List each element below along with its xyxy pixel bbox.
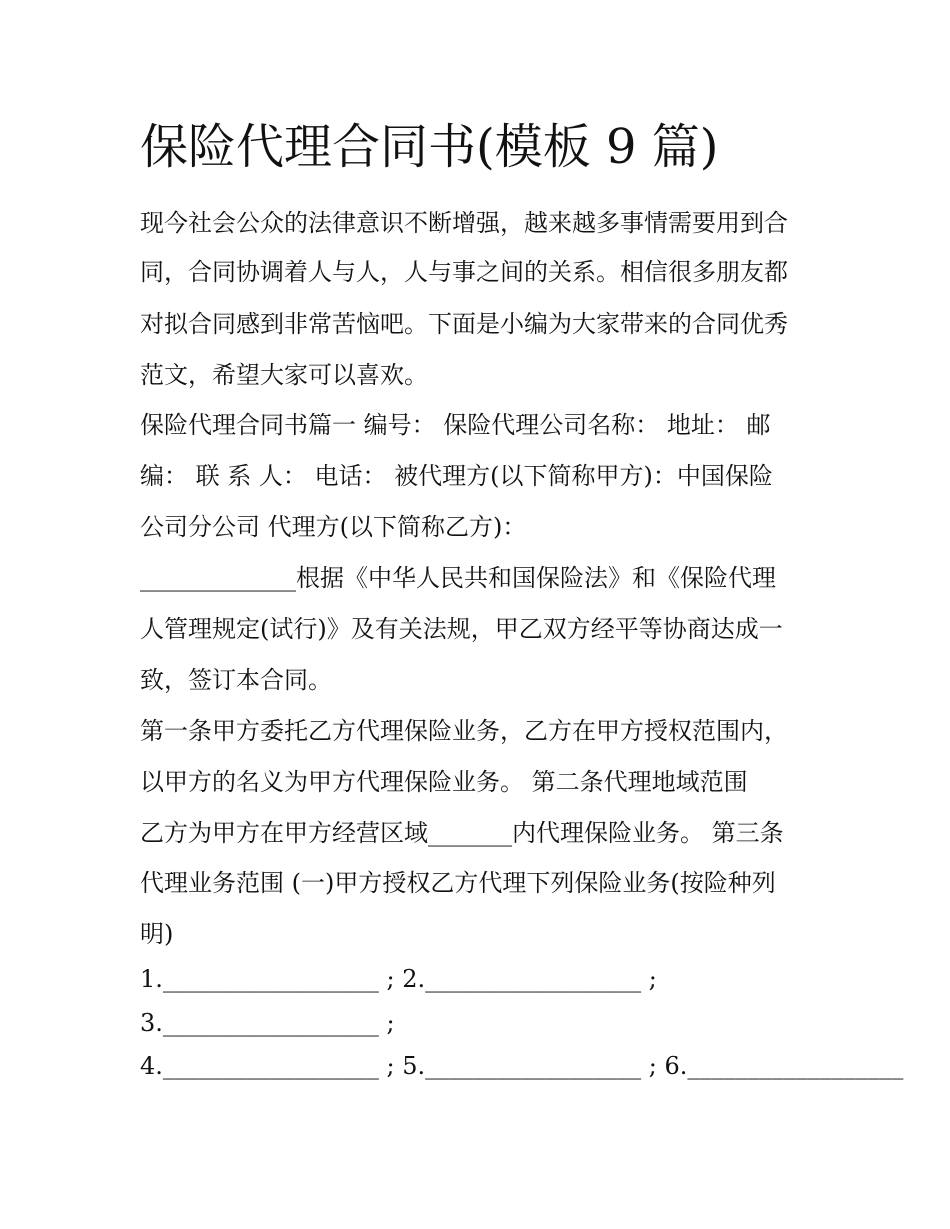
paragraph-line: 保险代理合同书篇一 编号： 保险代理公司名称： 地址： 邮 [140, 411, 771, 439]
paragraph-line: 以甲方的名义为甲方代理保险业务。 第二条代理地域范围 [140, 768, 748, 796]
paragraph-line: 人管理规定(试行)》及有关法规，甲乙双方经平等协商达成一 [140, 615, 783, 643]
paragraph-line: 同，合同协调着人与人，人与事之间的关系。相信很多朋友都 [140, 258, 788, 286]
paragraph-line: 编： 联 系 人： 电话： 被代理方(以下简称甲方)：中国保险 [140, 462, 773, 490]
paragraph-line: _____________根据《中华人民共和国保险法》和《保险代理 [140, 564, 776, 592]
paragraph-line: 代理业务范围 (一)甲方授权乙方代理下列保险业务(按险种列 [140, 869, 776, 897]
paragraph-line: 乙方为甲方在甲方经营区域_______内代理保险业务。 第三条 [140, 819, 784, 847]
paragraph-line: 明) [140, 920, 174, 948]
paragraph-line: 1.__________________ ; 2.__________________ ; [140, 965, 657, 993]
paragraph-line: 对拟合同感到非常苦恼吧。下面是小编为大家带来的合同优秀 [140, 310, 788, 338]
paragraph-line: 现今社会公众的法律意识不断增强，越来越多事情需要用到合 [140, 209, 788, 237]
paragraph-line: 致，签订本合同。 [140, 666, 332, 694]
paragraph-line: 4.__________________ ; 5.__________________ ; 6.__________________ [140, 1052, 904, 1080]
paragraph-line: 公司分公司 代理方(以下简称乙方)： [140, 513, 527, 541]
paragraph-line: 范文，希望大家可以喜欢。 [140, 361, 428, 389]
paragraph-line: 3.__________________ ; [140, 1009, 395, 1037]
paragraph-line: 第一条甲方委托乙方代理保险业务，乙方在甲方授权范围内， [140, 717, 788, 745]
document-title: 保险代理合同书(模板 9 篇) [140, 119, 719, 175]
